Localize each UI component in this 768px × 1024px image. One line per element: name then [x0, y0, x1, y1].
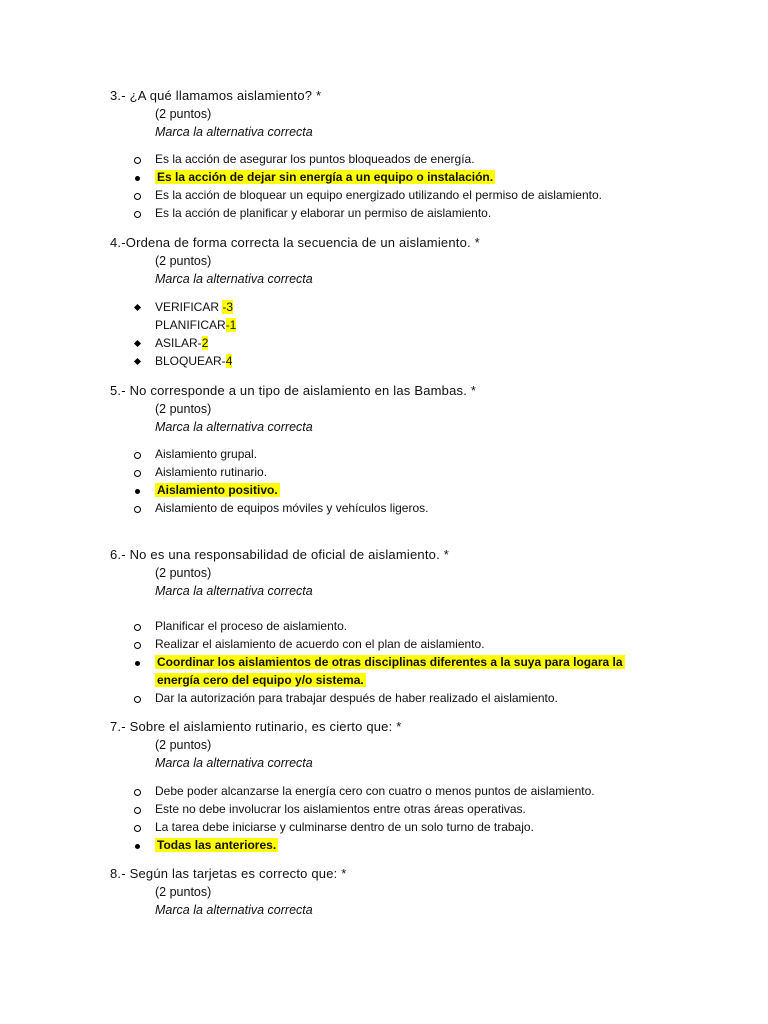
- circle-bullet-icon: [134, 506, 141, 513]
- circle-bullet-icon: [134, 193, 141, 200]
- question-3-instruction: Marca la alternativa correcta: [155, 125, 313, 139]
- circle-bullet-icon: [134, 452, 141, 459]
- question-8-title: 8.- Según las tarjetas es correcto que: *: [110, 866, 347, 881]
- circle-bullet-icon: [134, 470, 141, 477]
- circle-bullet-icon: [134, 825, 141, 832]
- question-4-instruction: Marca la alternativa correcta: [155, 272, 313, 286]
- question-8-instruction: Marca la alternativa correcta: [155, 903, 313, 917]
- diamond-bullet-icon: [134, 358, 141, 365]
- question-6-instruction: Marca la alternativa correcta: [155, 584, 313, 598]
- question-3-points: (2 puntos): [155, 107, 212, 121]
- circle-bullet-icon: [134, 807, 141, 814]
- question-4-title: 4.-Ordena de forma correcta la secuencia de un aislamiento. *: [110, 235, 480, 250]
- question-5-points: (2 puntos): [155, 402, 212, 416]
- circle-bullet-icon: [134, 789, 141, 796]
- diamond-bullet-icon: [134, 304, 141, 311]
- circle-bullet-icon: [134, 624, 141, 631]
- circle-bullet-icon: [134, 696, 141, 703]
- circle-bullet-icon: [134, 642, 141, 649]
- circle-bullet-icon: [134, 157, 141, 164]
- bullet-icon: [135, 844, 140, 849]
- question-5-instruction: Marca la alternativa correcta: [155, 420, 313, 434]
- question-7-title: 7.- Sobre el aislamiento rutinario, es cierto que: *: [110, 719, 402, 734]
- bullet-icon: [135, 176, 140, 181]
- document-page: 3.- ¿A qué llamamos aislamiento? * (2 puntos) Marca la alternativa correcta Es la acción de asegurar los puntos bloqueados de energía. Es la acción de dejar sin energía a un equipo o instalación. Es la acción de bloquear un equipo energizado utilizando el permiso de aislamiento. Es la acción de planificar y elaborar un permiso de aislamiento. 4.-Ordena de forma correcta la secuencia de un aislamiento. * (2 puntos) Marca la alternativa correcta VERIFICAR -3 PLANIFICAR-1 ASILAR-2 BLOQUEAR-4 5.- No corresponde a un tipo de aislamiento en las Bambas. * (2 puntos) Marca la alternativa correcta Aislamiento grupal. Aislamiento rutinario. Aislamiento positivo. Aislamiento de equipos móviles y vehículos ligeros. 6.- No es una responsabilidad de oficial de aislamiento. * (2 puntos) Marca la alternativa correcta Planificar el proceso de aislamiento. Realizar el aislamiento de acuerdo con el plan de aislamiento. Coordinar los aislamientos de otras disciplinas diferentes a la suya para logara la energía cero del equipo y/o sistema. Dar la autorización para trabajar después de haber realizado el aislamiento. 7.- Sobre el aislamiento rutinario, es cierto que: * (2 puntos) Marca la alternativa correcta Debe poder alcanzarse la energía cero con cuatro o menos puntos de aislamiento. Este no debe involucrar los aislamientos entre otras áreas operativas. La tarea debe iniciarse y culminarse dentro de un solo turno de trabajo. Todas las anteriores. 8.- Según las tarjetas es correcto que: * (2 puntos) Marca la alternativa correcta: [110, 88, 623, 917]
- question-7-instruction: Marca la alternativa correcta: [155, 756, 313, 770]
- question-7-points: (2 puntos): [155, 738, 212, 752]
- bullet-icon: [135, 661, 140, 666]
- question-3-title: 3.- ¿A qué llamamos aislamiento? *: [110, 88, 322, 103]
- question-8-points: (2 puntos): [155, 885, 212, 899]
- question-4-points: (2 puntos): [155, 254, 212, 268]
- question-6-points: (2 puntos): [155, 566, 212, 580]
- question-5-title: 5.- No corresponde a un tipo de aislamiento en las Bambas. *: [110, 383, 477, 398]
- question-6-title: 6.- No es una responsabilidad de oficial de aislamiento. *: [110, 547, 449, 562]
- circle-bullet-icon: [134, 211, 141, 218]
- bullet-icon: [135, 489, 140, 494]
- diamond-bullet-icon: [134, 340, 141, 347]
